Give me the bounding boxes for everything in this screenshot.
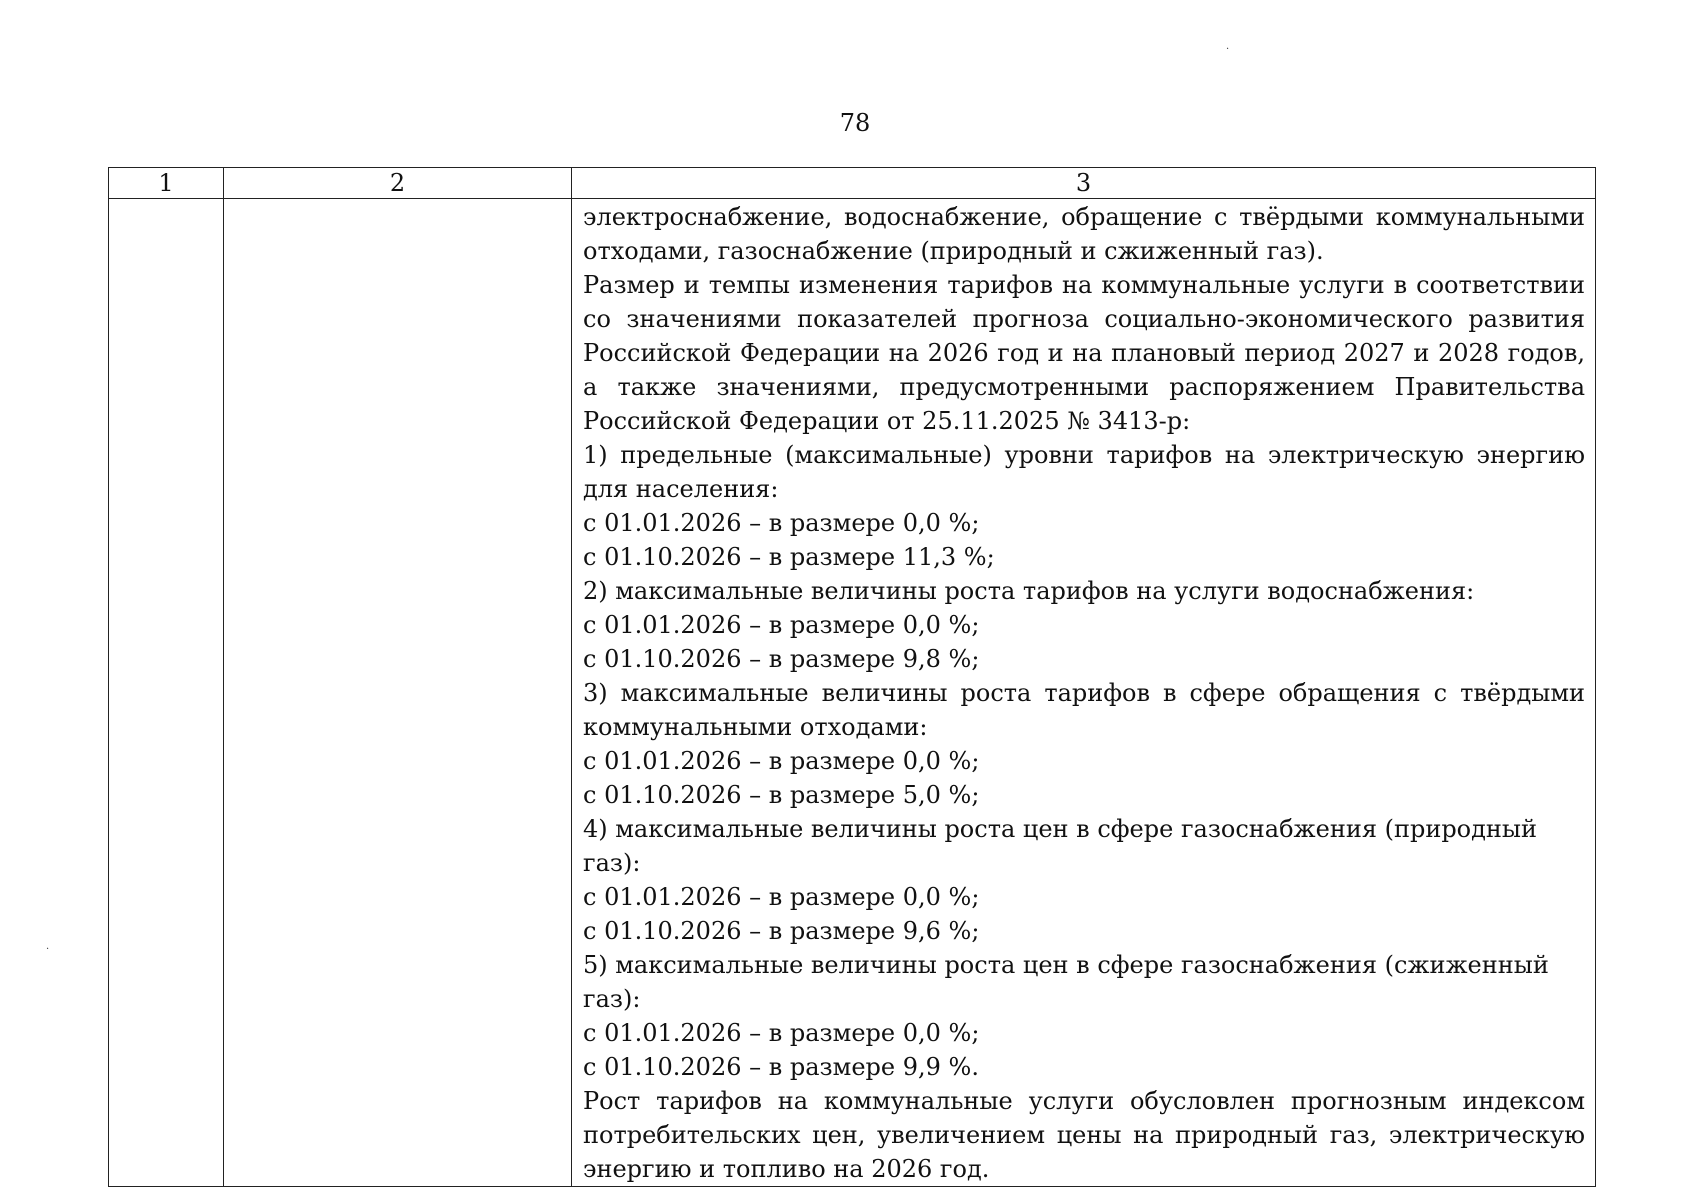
paragraph: 1) предельные (максимальные) уровни тарифов на электрическую энергию для населения: xyxy=(583,441,1585,503)
paragraph: 5) максимальные величины роста цен в сфере газоснабжения (сжиженный газ): xyxy=(583,951,1549,1013)
cell-col-2 xyxy=(224,199,572,1187)
paragraph: 4) максимальные величины роста цен в сфере газоснабжения (природный газ): xyxy=(583,815,1537,877)
paragraph: с 01.01.2026 – в размере 0,0 %; xyxy=(583,1019,980,1047)
paragraph: с 01.01.2026 – в размере 0,0 %; xyxy=(583,509,980,537)
cell-text-block xyxy=(572,199,1595,1186)
paragraph: Рост тарифов на коммунальные услуги обусловлен прогнозным индексом потребительских цен, увеличением цены на природный газ, электрическую энергию и топливо на 2026 год. xyxy=(583,1087,1585,1183)
page-number: 78 xyxy=(839,109,871,137)
document-table xyxy=(108,167,1596,1187)
paragraph: с 01.01.2026 – в размере 0,0 %; xyxy=(583,883,980,911)
paragraph: с 01.10.2026 – в размере 5,0 %; xyxy=(583,781,980,809)
table-header-row xyxy=(109,168,1596,199)
cell-col-3 xyxy=(572,199,1596,1187)
paragraph: с 01.01.2026 – в размере 0,0 %; xyxy=(583,611,980,639)
column-header-2: 2 xyxy=(224,168,572,199)
paragraph: электроснабжение, водоснабжение, обращение с твёрдыми коммунальными отходами, газоснабжение (природный и сжиженный газ). xyxy=(583,203,1585,265)
paragraph: с 01.01.2026 – в размере 0,0 %; xyxy=(583,747,980,775)
cell-col-1 xyxy=(109,199,224,1187)
paragraph: Размер и темпы изменения тарифов на коммунальные услуги в соответствии со значениями показателей прогноза социально-экономического развития Российской Федерации на 2026 год и на плановый период 2027 и 2028 годов, а также значениями, предусмотренными распоряжением Правительства Российской Федерации от 25.11.2025 № 3413-р: xyxy=(583,271,1585,435)
scan-speck: · xyxy=(1226,44,1230,55)
column-header-3: 3 xyxy=(572,168,1596,199)
scan-speck: · xyxy=(46,944,50,955)
column-header-1: 1 xyxy=(109,168,224,199)
paragraph: 3) максимальные величины роста тарифов в сфере обращения с твёрдыми коммунальными отходами: xyxy=(583,679,1585,741)
paragraph: с 01.10.2026 – в размере 11,3 %; xyxy=(583,543,995,571)
table-row xyxy=(109,199,1596,1187)
paragraph: с 01.10.2026 – в размере 9,9 %. xyxy=(583,1053,979,1081)
paragraph: с 01.10.2026 – в размере 9,8 %; xyxy=(583,645,980,673)
paragraph: 2) максимальные величины роста тарифов на услуги водоснабжения: xyxy=(583,577,1475,605)
paragraph: с 01.10.2026 – в размере 9,6 %; xyxy=(583,917,980,945)
